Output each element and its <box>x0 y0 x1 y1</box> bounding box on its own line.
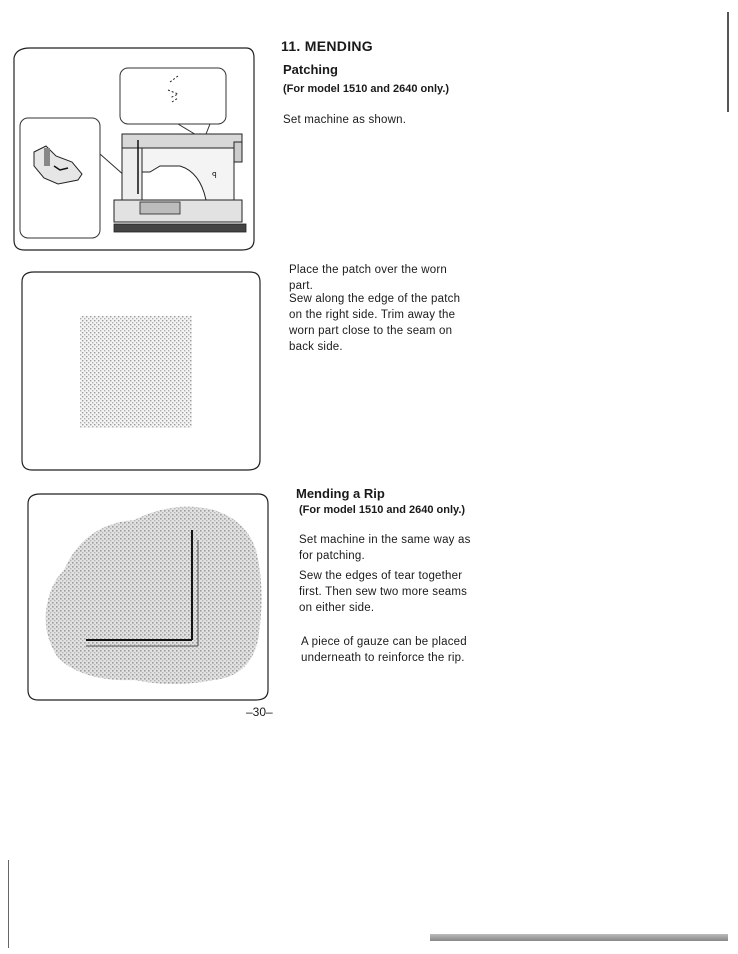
rip-figure <box>24 490 272 706</box>
patching-setup-text: Set machine as shown. <box>283 114 407 126</box>
patching-step-place: Place the patch over the worn part. <box>289 264 447 292</box>
machine-setup-figure <box>10 44 258 258</box>
patch-figure <box>18 268 264 474</box>
presser-foot-icon <box>34 146 82 184</box>
scan-edge-bottom <box>430 934 728 941</box>
zigzag-stitch-icon <box>168 76 178 102</box>
page-number: –30– <box>246 705 273 719</box>
fabric-swatch <box>46 507 262 684</box>
patching-step-sew: Sew along the edge of the patch on the right side. Trim away the worn part close to the seam on back side. <box>289 293 461 353</box>
section-title: 11. MENDING <box>281 38 373 54</box>
scan-edge-line-left <box>8 860 9 948</box>
rip-paragraph-gauze: A piece of gauze can be placed underneath to reinforce the rip. <box>301 636 467 664</box>
rip-heading: Mending a Rip <box>296 486 385 501</box>
patching-model-note: (For model 1510 and 2640 only.) <box>283 83 450 95</box>
rip-paragraph-setup: Set machine in the same way as for patching. <box>299 534 471 562</box>
sewing-machine-icon <box>114 134 246 232</box>
svg-text:ꟼ: ꟼ <box>212 171 217 180</box>
rip-model-note: (For model 1510 and 2640 only.) <box>299 504 466 516</box>
rip-paragraph-sew: Sew the edges of tear together first. Then sew two more seams on either side. <box>299 570 468 614</box>
patch-swatch <box>80 316 192 428</box>
patching-heading: Patching <box>283 62 338 77</box>
scan-edge-line <box>727 12 729 112</box>
